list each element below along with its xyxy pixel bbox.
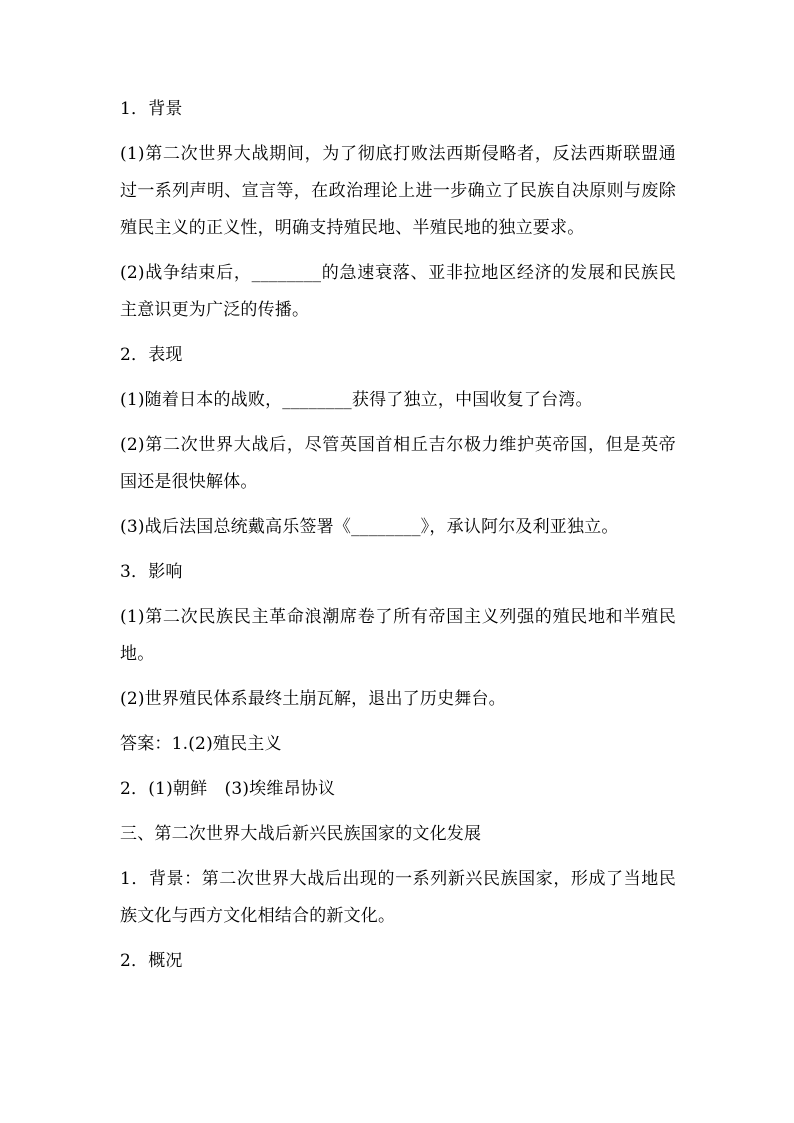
paragraph-manifestation-1: (1)随着日本的战败，________获得了独立，中国收复了台湾。 xyxy=(120,390,593,410)
paragraph-background-1: (1)第二次世界大战期间，为了彻底打败法西斯侵略者，反法西斯联盟通过一系列声明、宣言等，在政治理论上进一步确立了民族自决原则与废除殖民主义的正义性，明确支持殖民地、半殖民地的独立要求。 xyxy=(120,144,676,238)
paragraph-impact-2: (2)世界殖民体系最终土崩瓦解，退出了历史舞台。 xyxy=(120,689,506,709)
paragraph-manifestation-2: (2)第二次世界大战后，尽管英国首相丘吉尔极力维护英帝国，但是英帝国还是很快解体。 xyxy=(120,435,676,492)
heading-background: 1．背景 xyxy=(120,99,183,119)
document-body xyxy=(120,91,676,988)
heading-manifestation: 2．表现 xyxy=(120,345,183,365)
heading-overview: 2．概况 xyxy=(120,951,183,971)
section-heading-culture: 三、第二次世界大战后新兴民族国家的文化发展 xyxy=(120,824,482,844)
paragraph-manifestation-3: (3)战后法国总统戴高乐签署《________》，承认阿尔及利亚独立。 xyxy=(120,517,619,537)
answer-line-1: 答案：1.(2)殖民主义 xyxy=(120,734,282,754)
paragraph-culture-background: 1．背景：第二次世界大战后出现的一系列新兴民族国家，形成了当地民族文化与西方文化相结合的新文化。 xyxy=(120,869,676,926)
paragraph-background-2: (2)战争结束后，________的急速衰落、亚非拉地区经济的发展和民族民主意识更为广泛的传播。 xyxy=(120,263,676,320)
answer-line-2: 2．(1)朝鲜 (3)埃维昂协议 xyxy=(120,779,336,799)
paragraph-impact-1: (1)第二次民族民主革命浪潮席卷了所有帝国主义列强的殖民地和半殖民地。 xyxy=(120,607,676,664)
heading-impact: 3．影响 xyxy=(120,562,183,582)
